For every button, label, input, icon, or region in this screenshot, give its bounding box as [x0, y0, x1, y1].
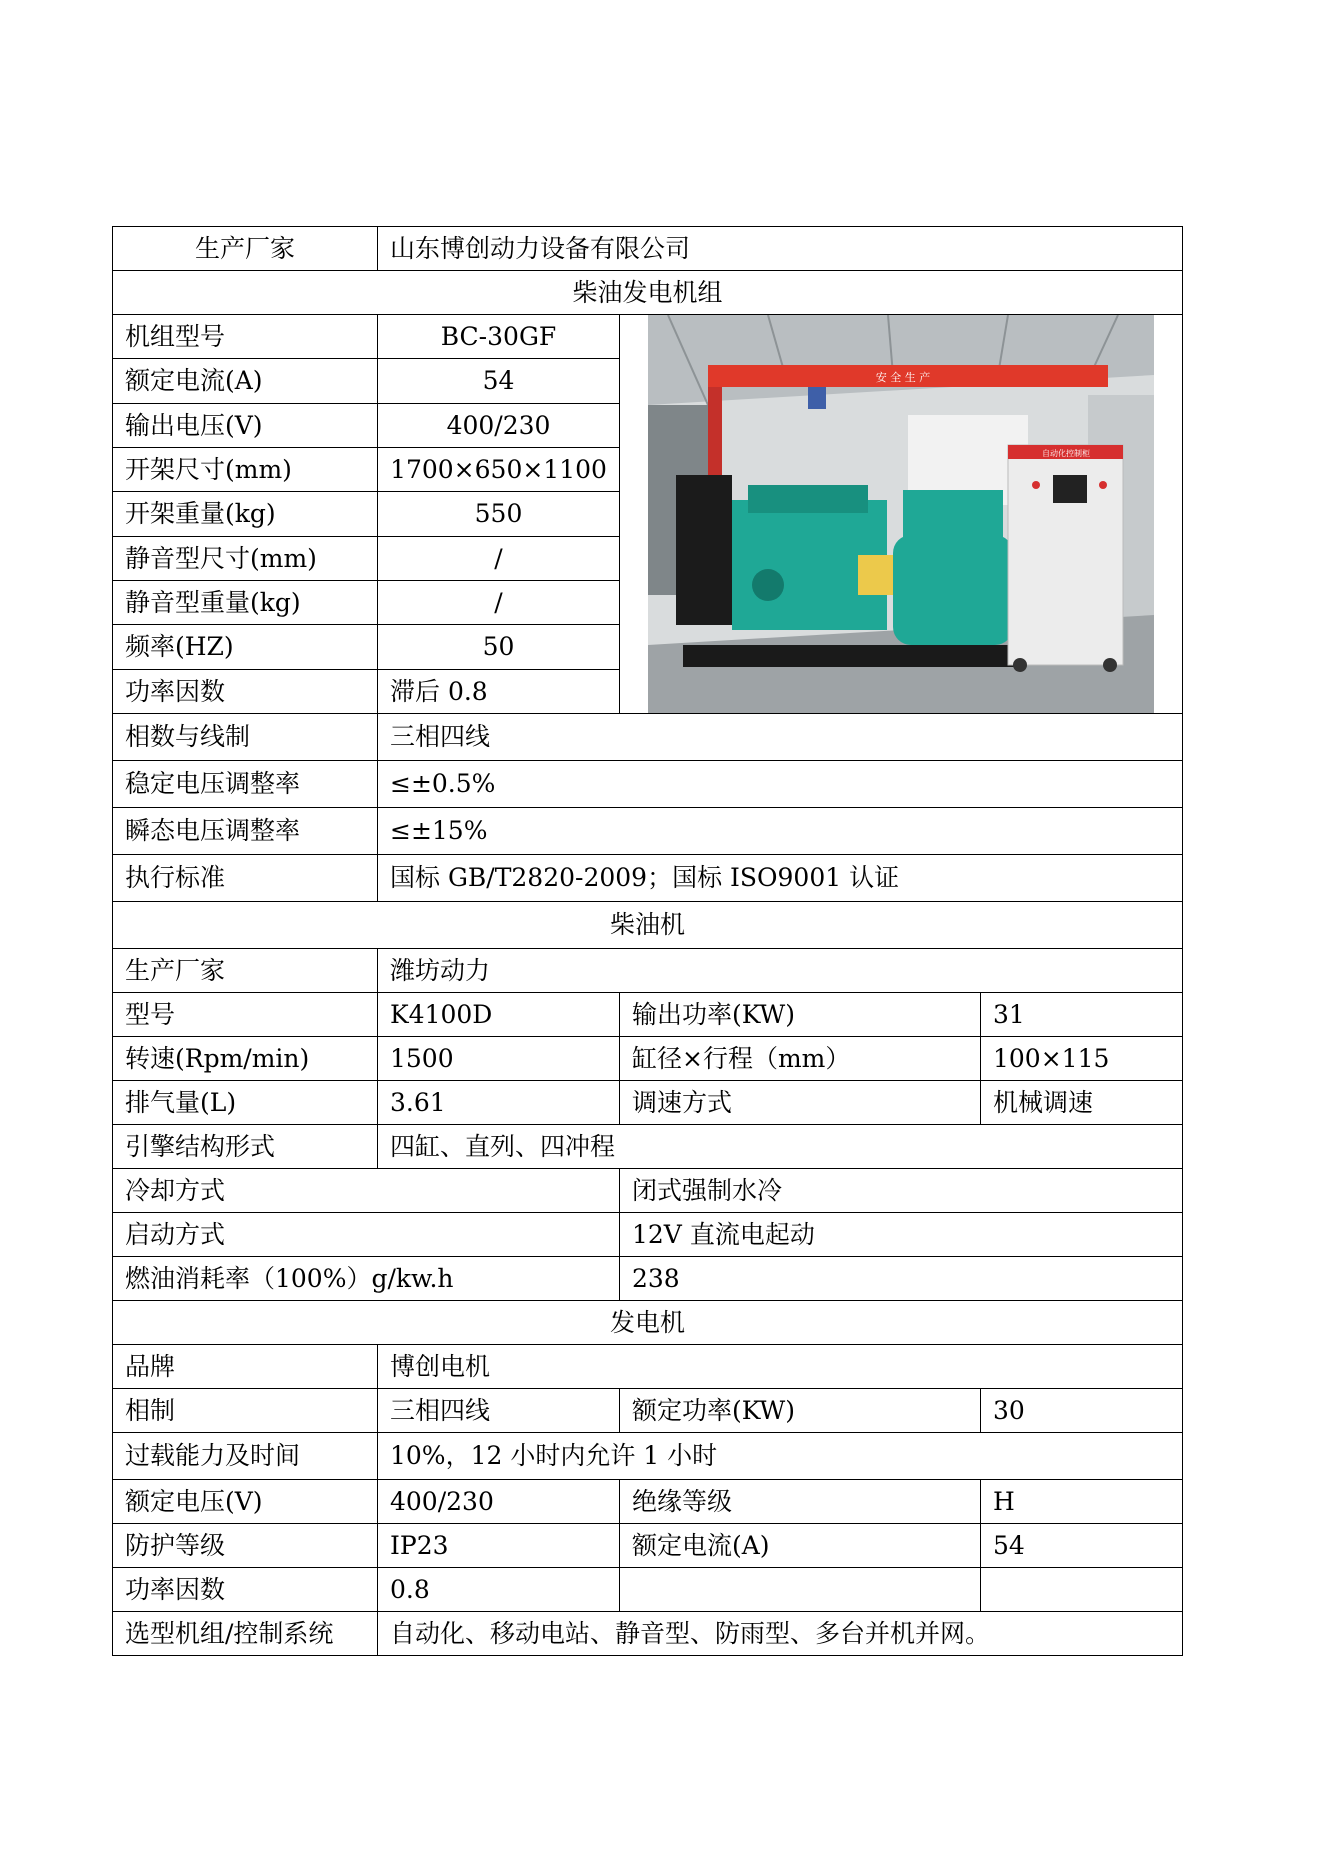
row-label: 额定电压(V): [113, 1480, 378, 1524]
row-label: 静音型尺寸(mm): [113, 536, 378, 580]
row-label: 执行标准: [113, 855, 378, 902]
row-value: K4100D: [378, 993, 620, 1037]
row-label: 瞬态电压调整率: [113, 808, 378, 855]
row-value: IP23: [378, 1524, 620, 1568]
manufacturer-row: [113, 227, 1183, 271]
row-value: BC-30GF: [378, 315, 620, 359]
row-value: 12V 直流电起动: [620, 1213, 1183, 1257]
table-row: [113, 315, 1183, 359]
row-value: 滞后 0.8: [378, 669, 620, 713]
table-row: [113, 1480, 1183, 1524]
crane-sign: 安 全 生 产: [875, 371, 931, 384]
genset-section-title: 柴油发电机组: [113, 271, 1183, 315]
row-value: 三相四线: [378, 1389, 620, 1433]
row-label: 功率因数: [113, 669, 378, 713]
row-value: 闭式强制水冷: [620, 1169, 1183, 1213]
table-row: [113, 761, 1183, 808]
row-label: 相制: [113, 1389, 378, 1433]
table-row: [113, 993, 1183, 1037]
row-label: 排气量(L): [113, 1081, 378, 1125]
row-value: 0.8: [378, 1568, 620, 1612]
row-value: 1500: [378, 1037, 620, 1081]
spec-table: [112, 226, 1183, 1656]
row-label: 额定功率(KW): [620, 1389, 981, 1433]
table-row: [113, 1433, 1183, 1480]
empty-cell: [981, 1568, 1183, 1612]
row-label: 频率(HZ): [113, 625, 378, 669]
row-value: 机械调速: [981, 1081, 1183, 1125]
empty-cell: [620, 1568, 981, 1612]
row-label: 冷却方式: [113, 1169, 620, 1213]
row-value: 三相四线: [378, 714, 1183, 761]
manufacturer-value: 山东博创动力设备有限公司: [378, 227, 1183, 271]
generator-section-title: 发电机: [113, 1301, 1183, 1345]
table-row: [113, 714, 1183, 761]
row-label: 品牌: [113, 1345, 378, 1389]
manufacturer-label: 生产厂家: [113, 227, 378, 271]
genset-photo: [648, 315, 1154, 713]
row-value: 550: [378, 492, 620, 536]
row-value: H: [981, 1480, 1183, 1524]
row-label: 启动方式: [113, 1213, 620, 1257]
table-row: [113, 1612, 1183, 1656]
table-row: [113, 808, 1183, 855]
row-value: 自动化、移动电站、静音型、防雨型、多台并机并网。: [378, 1612, 1183, 1656]
table-row: [113, 1125, 1183, 1169]
row-label: 相数与线制: [113, 714, 378, 761]
row-value: /: [378, 536, 620, 580]
row-label: 生产厂家: [113, 949, 378, 993]
row-label: 输出电压(V): [113, 403, 378, 447]
row-value: 四缸、直列、四冲程: [378, 1125, 1183, 1169]
spec-sheet: [112, 226, 1182, 1656]
row-label: 调速方式: [620, 1081, 981, 1125]
row-label: 引擎结构形式: [113, 1125, 378, 1169]
row-label: 额定电流(A): [620, 1524, 981, 1568]
row-value: 31: [981, 993, 1183, 1037]
engine-section-title: 柴油机: [113, 902, 1183, 949]
row-value: 50: [378, 625, 620, 669]
row-label: 缸径×行程（mm）: [620, 1037, 981, 1081]
table-row: [113, 1257, 1183, 1301]
row-label: 型号: [113, 993, 378, 1037]
row-value: 54: [378, 359, 620, 403]
row-label: 输出功率(KW): [620, 993, 981, 1037]
row-label: 开架重量(kg): [113, 492, 378, 536]
row-label: 稳定电压调整率: [113, 761, 378, 808]
row-value: 54: [981, 1524, 1183, 1568]
row-label: 额定电流(A): [113, 359, 378, 403]
table-row: [113, 1169, 1183, 1213]
row-value: /: [378, 580, 620, 624]
row-label: 选型机组/控制系统: [113, 1612, 378, 1656]
row-value: 潍坊动力: [378, 949, 1183, 993]
row-label: 防护等级: [113, 1524, 378, 1568]
table-row: [113, 1037, 1183, 1081]
table-row: [113, 1524, 1183, 1568]
row-label: 静音型重量(kg): [113, 580, 378, 624]
table-row: [113, 1389, 1183, 1433]
row-value: ≤±0.5%: [378, 761, 1183, 808]
table-row: [113, 1345, 1183, 1389]
row-value: 400/230: [378, 403, 620, 447]
row-label: 机组型号: [113, 315, 378, 359]
row-value: ≤±15%: [378, 808, 1183, 855]
row-value: 国标 GB/T2820-2009；国标 ISO9001 认证: [378, 855, 1183, 902]
row-value: 10%，12 小时内允许 1 小时: [378, 1433, 1183, 1480]
row-value: 100×115: [981, 1037, 1183, 1081]
table-row: [113, 1213, 1183, 1257]
row-label: 开架尺寸(mm): [113, 447, 378, 491]
row-value: 3.61: [378, 1081, 620, 1125]
row-value: 238: [620, 1257, 1183, 1301]
row-label: 过载能力及时间: [113, 1433, 378, 1480]
table-row: [113, 855, 1183, 902]
row-label: 绝缘等级: [620, 1480, 981, 1524]
row-value: 400/230: [378, 1480, 620, 1524]
row-value: 博创电机: [378, 1345, 1183, 1389]
table-row: [113, 1568, 1183, 1612]
row-label: 转速(Rpm/min): [113, 1037, 378, 1081]
row-value: 30: [981, 1389, 1183, 1433]
row-value: 1700×650×1100: [378, 447, 620, 491]
panel-sign: 自动化控制柜: [1042, 449, 1091, 458]
genset-photo-cell: [620, 315, 1183, 714]
table-row: [113, 1081, 1183, 1125]
row-label: 功率因数: [113, 1568, 378, 1612]
row-label: 燃油消耗率（100%）g/kw.h: [113, 1257, 620, 1301]
table-row: [113, 949, 1183, 993]
